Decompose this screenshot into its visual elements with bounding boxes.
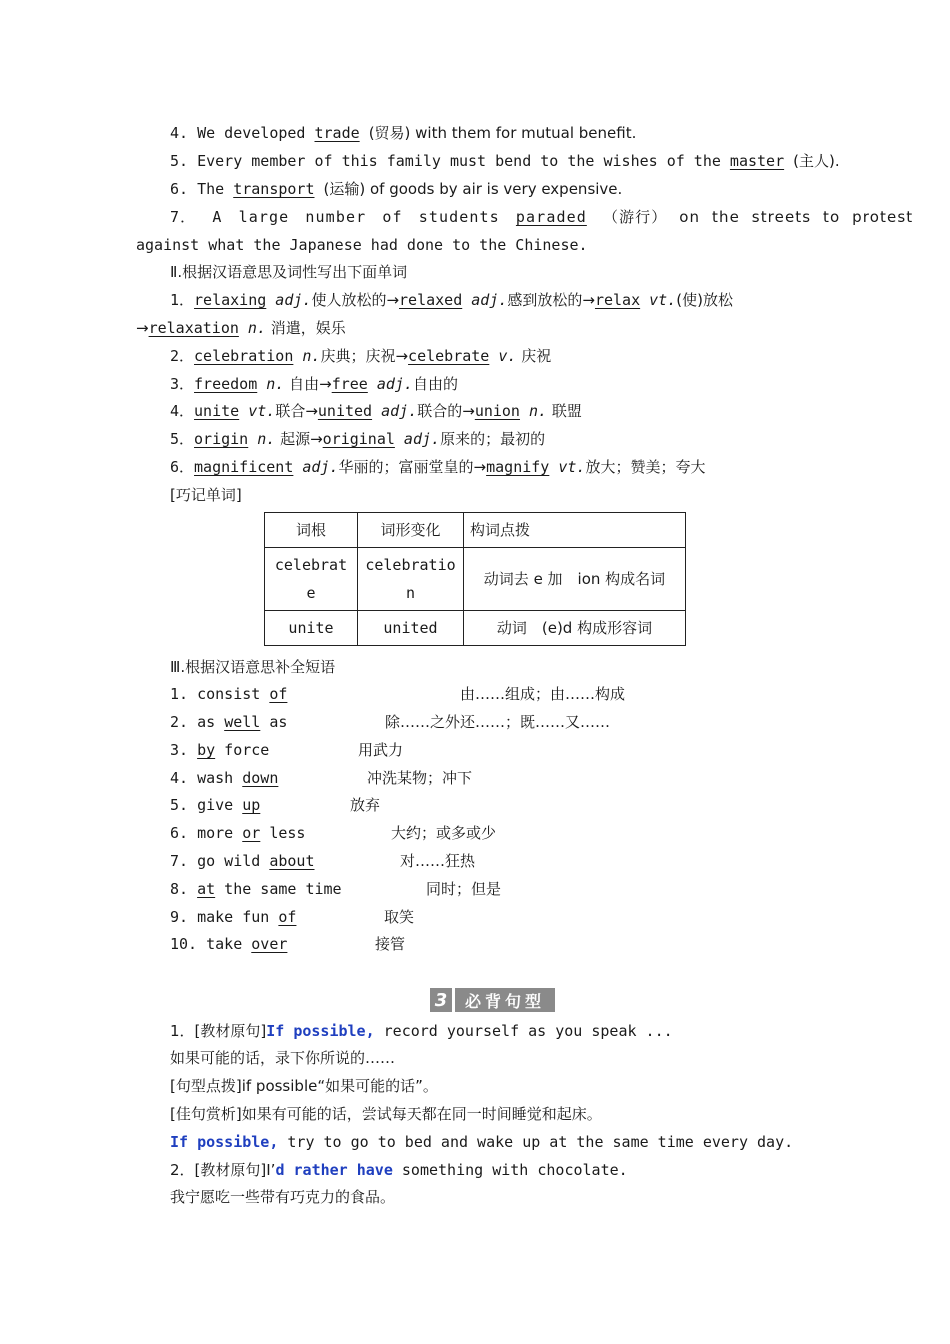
vocab-table	[264, 512, 686, 646]
gloss-text: 联合→	[275, 402, 318, 420]
pattern-1-original	[170, 1021, 673, 1041]
answer-word: over	[251, 935, 288, 953]
item-number: 5．	[170, 430, 195, 448]
table-row	[265, 548, 686, 611]
sentence-text: record yourself as you speak ...	[374, 1022, 673, 1040]
phrase-meaning: 同时；但是	[426, 880, 502, 898]
table-cell-tip: 动词 (e)d 构成形容词	[464, 611, 686, 646]
item-number: 1．	[170, 291, 195, 309]
phrase-text: make fun	[197, 908, 279, 926]
part-of-speech: n.	[519, 402, 548, 420]
answer-word: relaxation	[148, 319, 239, 337]
part-of-speech: adj.	[367, 375, 413, 393]
part-of-speech: n.	[248, 430, 276, 448]
item-number: 4.	[170, 124, 189, 142]
item-number: 7．	[170, 208, 197, 226]
part-of-speech: adj.	[462, 291, 508, 309]
word-item-1-continued	[136, 318, 346, 338]
item-number: 2.	[170, 713, 198, 731]
cell-text: celebrat	[274, 556, 348, 574]
answer-word: paraded	[515, 208, 587, 226]
item-number: 6．	[170, 458, 195, 476]
phrase-item	[170, 907, 415, 927]
cell-text: celebratio	[365, 556, 456, 574]
word-forms	[194, 458, 705, 476]
word-forms	[194, 402, 582, 420]
phrase-item	[170, 768, 473, 788]
word-item-1	[170, 290, 733, 310]
item-number: 3．	[170, 375, 195, 393]
cell-text: e	[306, 584, 316, 602]
part-of-speech: n.	[293, 347, 321, 365]
table-cell-root	[265, 548, 358, 611]
table-row	[265, 611, 686, 646]
phrase-meaning: 取笑	[384, 908, 415, 926]
item-number: 5.	[170, 152, 189, 170]
answer-word: well	[224, 713, 261, 731]
badge-number: 3	[430, 988, 452, 1012]
gloss-text: 放大；赞美；夸大	[585, 458, 706, 476]
table-cell-root: unite	[265, 611, 358, 646]
phrase-text: as	[260, 713, 288, 731]
part-of-speech: vt.	[239, 402, 276, 420]
answer-word: free	[331, 375, 368, 393]
pattern-2-translation: 我宁愿吃一些带有巧克力的食品。	[170, 1188, 396, 1206]
answer-word: down	[242, 769, 279, 787]
phrase-text: force	[215, 741, 270, 759]
table-header-cell: 词形变化	[358, 513, 464, 548]
phrase-text: give	[197, 796, 243, 814]
answer-word: union	[474, 402, 520, 420]
phrase-text: go wild	[197, 852, 270, 870]
item-number: 1.	[170, 685, 198, 703]
phrase-item	[170, 934, 406, 954]
item-number: 5.	[170, 796, 198, 814]
item-number: 2．	[170, 347, 195, 365]
sentence-text: try to go to bed and wake up at the same time every day.	[278, 1133, 794, 1151]
word-item-4	[170, 401, 582, 421]
phrase-meaning: 对……狂热	[400, 852, 476, 870]
part-of-speech: n.	[257, 375, 285, 393]
gloss-text: 庆祝	[516, 347, 552, 365]
part-of-speech: adj.	[266, 291, 312, 309]
sentence-text: The	[197, 180, 225, 198]
table-cell-tip: 动词去 e 加 ion 构成名词	[464, 548, 686, 611]
pattern-1-tip: [句型点拨]if possible“如果可能的话”。	[170, 1077, 438, 1095]
gloss-text: 原来的；最初的	[440, 430, 546, 448]
pattern-2-original	[170, 1160, 628, 1180]
item-number: 4.	[170, 769, 198, 787]
highlight-phrase: If possible,	[266, 1022, 375, 1040]
item-number: 10.	[170, 935, 207, 953]
item-number: 3.	[170, 741, 198, 759]
part-of-speech: vt.	[549, 458, 586, 476]
table-header-cell: 词根	[265, 513, 358, 548]
table-cell-form: united	[358, 611, 464, 646]
highlight-phrase: If possible,	[170, 1133, 279, 1151]
section-2-title: Ⅱ.根据汉语意思及词性写出下面单词	[170, 263, 408, 281]
phrase-text: less	[260, 824, 306, 842]
phrase-item	[170, 879, 502, 899]
section-badge	[430, 988, 555, 1012]
part-of-speech: n.	[238, 319, 266, 337]
item-number: 4．	[170, 402, 195, 420]
phrase-text: as	[197, 713, 225, 731]
gloss-text: 感到放松的→	[507, 291, 595, 309]
answer-word: or	[242, 824, 261, 842]
word-forms	[136, 319, 346, 337]
answer-word: trade	[314, 124, 360, 142]
answer-word: united	[317, 402, 373, 420]
word-item-5	[170, 429, 545, 449]
sentence-7-continued: against what the Japanese had done to the Chinese.	[136, 236, 588, 254]
table-cell-form	[358, 548, 464, 611]
highlight-phrase: d rather have	[275, 1161, 393, 1179]
phrase-item	[170, 851, 476, 871]
gloss-text: →	[136, 319, 149, 337]
gloss-text: 华丽的；富丽堂皇的→	[338, 458, 487, 476]
vocab-tip-label: [巧记单词]	[170, 486, 242, 504]
gloss-text: 联盟	[547, 402, 582, 420]
word-item-6	[170, 457, 705, 477]
item-number: 6.	[170, 180, 189, 198]
word-forms	[194, 291, 733, 309]
answer-word: relax	[594, 291, 641, 309]
sentence-text: We developed	[197, 124, 306, 142]
part-of-speech: adj.	[293, 458, 339, 476]
sentence-text: something with chocolate.	[392, 1161, 628, 1179]
word-item-3	[170, 374, 458, 394]
answer-word: relaxing	[194, 291, 267, 309]
answer-word: celebration	[194, 347, 294, 365]
answer-word: freedom	[194, 375, 258, 393]
gloss-text: 使人放松的→	[311, 291, 400, 309]
gloss-text: 联合的→	[417, 402, 475, 420]
phrase-item	[170, 684, 626, 704]
item-number: 6.	[170, 824, 198, 842]
phrase-meaning: 冲洗某物；冲下	[367, 769, 473, 787]
phrase-text: consist	[197, 685, 270, 703]
phrase-meaning: 大约；或多或少	[391, 824, 497, 842]
gloss-text: 自由→	[284, 375, 332, 393]
phrase-item	[170, 740, 404, 760]
gloss-text: 起源→	[275, 430, 323, 448]
item-number: 7.	[170, 852, 198, 870]
sentence-text: A large number of students	[212, 208, 500, 226]
answer-word: up	[242, 796, 261, 814]
pattern-1-translation: 如果可能的话，录下你所说的……	[170, 1049, 396, 1067]
word-forms	[194, 430, 545, 448]
section-3-title: Ⅲ.根据汉语意思补全短语	[170, 658, 336, 676]
answer-word: unite	[194, 402, 240, 420]
item-number: 8.	[170, 880, 198, 898]
sentence-text: （游行） on the streets to protest	[602, 208, 914, 226]
cell-text: n	[405, 584, 416, 602]
gloss-text: 庆典；庆祝→	[320, 347, 409, 365]
phrase-text: the same time	[215, 880, 342, 898]
phrase-meaning: 接管	[375, 935, 406, 953]
phrase-text: more	[197, 824, 243, 842]
answer-word: of	[278, 908, 297, 926]
gloss-text: (使)放松	[676, 291, 733, 309]
answer-word: master	[729, 152, 785, 170]
sentence-text: (运输) of goods by air is very expensive.	[323, 180, 623, 198]
item-number: 9.	[170, 908, 198, 926]
phrase-meaning: 由……组成；由……构成	[460, 685, 626, 703]
sentence-text: (贸易) with them for mutual benefit.	[368, 124, 637, 142]
badge-label: 必背句型	[455, 988, 555, 1012]
answer-word: magnificent	[194, 458, 294, 476]
part-of-speech: v.	[489, 347, 517, 365]
answer-word: relaxed	[399, 291, 463, 309]
answer-word: celebrate	[408, 347, 490, 365]
part-of-speech: adj.	[372, 402, 418, 420]
part-of-speech: vt.	[640, 291, 677, 309]
phrase-text: take	[206, 935, 252, 953]
sentence-6	[170, 179, 622, 199]
answer-word: transport	[233, 180, 315, 198]
table-header-row	[265, 513, 686, 548]
answer-word: about	[269, 852, 315, 870]
part-of-speech: adj.	[394, 430, 441, 448]
sentence-7	[170, 207, 913, 227]
pattern-label: 2．[教材原句]I’	[170, 1161, 276, 1179]
sentence-5	[170, 151, 840, 171]
sentence-text: Every member of this family must bend to the wishes of the	[197, 152, 721, 170]
phrase-text: wash	[197, 769, 243, 787]
answer-word: at	[197, 880, 216, 898]
gloss-text: 消遣，娱乐	[265, 319, 346, 337]
pattern-label: 1．[教材原句]	[170, 1022, 267, 1040]
pattern-1-example	[170, 1132, 793, 1152]
phrase-meaning: 放弃	[350, 796, 381, 814]
word-forms	[194, 347, 551, 365]
answer-word: by	[197, 741, 216, 759]
word-item-2	[170, 346, 551, 366]
table-header-cell: 构词点拨	[464, 513, 686, 548]
sentence-text: (主人).	[793, 152, 840, 170]
phrase-item	[170, 712, 611, 732]
phrase-meaning: 除……之外还……；既……又……	[385, 713, 611, 731]
pattern-1-example-label: [佳句赏析]如果有可能的话，尝试每天都在同一时间睡觉和起床。	[170, 1105, 602, 1123]
answer-word: magnify	[486, 458, 550, 476]
answer-word: origin	[194, 430, 249, 448]
gloss-text: 自由的	[412, 375, 458, 393]
sentence-4	[170, 123, 636, 143]
word-forms	[194, 375, 458, 393]
phrase-item	[170, 823, 497, 843]
answer-word: of	[269, 685, 288, 703]
phrase-meaning: 用武力	[358, 741, 404, 759]
answer-word: original	[322, 430, 395, 448]
phrase-item	[170, 795, 381, 815]
